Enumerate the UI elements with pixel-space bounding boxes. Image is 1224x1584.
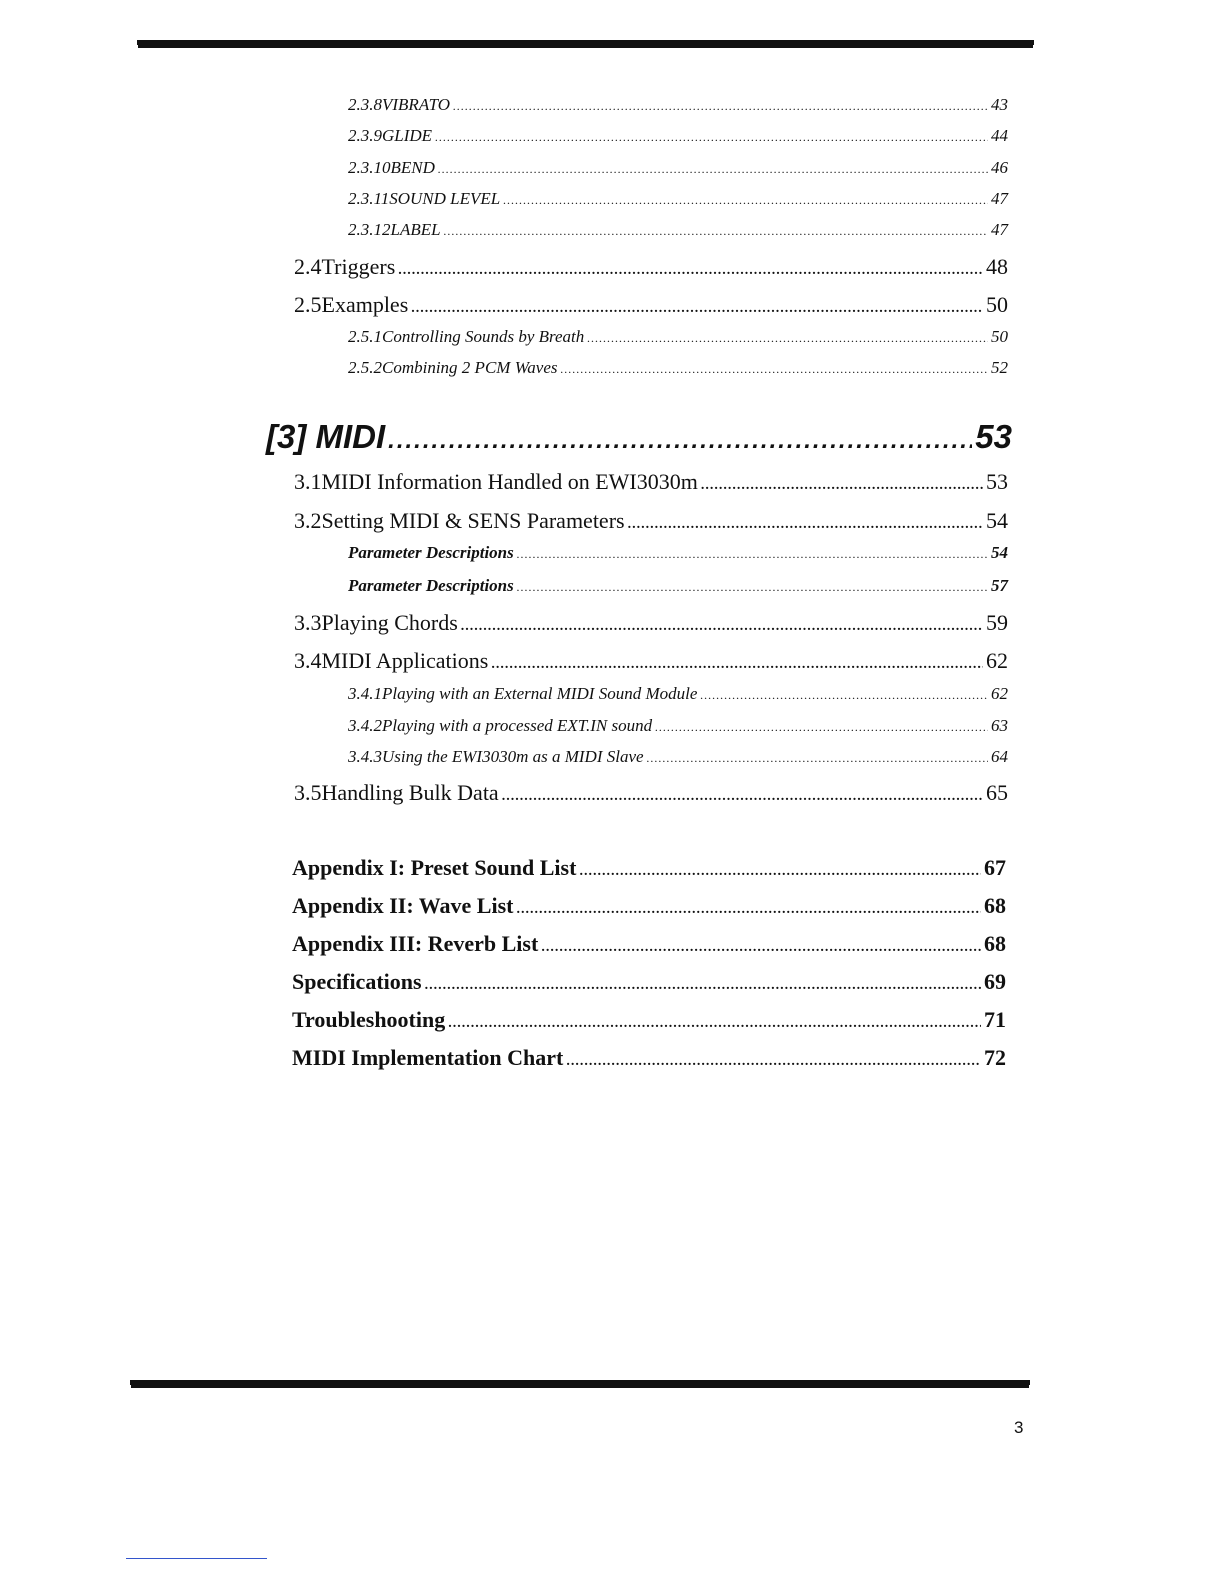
toc-entry-page: 54 <box>986 508 1008 533</box>
toc-entry-number: 3.3 <box>294 610 322 635</box>
toc-entry[interactable] <box>292 855 1006 881</box>
toc-entry-title: MIDI Information Handled on EWI3030m <box>321 469 698 494</box>
dot-leader <box>411 301 983 317</box>
toc-entry-page: 53 <box>986 469 1008 494</box>
toc-entry-title: GLIDE <box>382 126 433 145</box>
toc-entry-title: Playing with a processed EXT.IN sound <box>382 716 653 735</box>
toc-entry-number: 2.3.8 <box>348 95 382 114</box>
toc-entry[interactable] <box>348 747 1008 767</box>
toc-entry-page: 48 <box>986 254 1008 279</box>
toc-entry-title: Appendix I: Preset Sound List <box>292 855 577 880</box>
toc-entry[interactable] <box>294 469 1008 495</box>
toc-entry-title: Triggers <box>321 254 396 279</box>
toc-entry[interactable] <box>348 158 1008 178</box>
toc-entry[interactable] <box>348 684 1008 704</box>
toc-entry[interactable] <box>292 1007 1006 1033</box>
toc-entry[interactable] <box>348 576 1008 596</box>
toc-entry-page: 62 <box>986 648 1008 673</box>
bottom-rule <box>130 1380 1030 1385</box>
toc-entry-page: 50 <box>986 292 1008 317</box>
toc-entry-number: 2.3.12 <box>348 220 391 239</box>
toc-entry-page: 63 <box>991 716 1008 735</box>
toc-entry-number: 2.3.11 <box>348 189 390 208</box>
toc-entry[interactable] <box>292 893 1006 919</box>
toc-entry-page: 69 <box>984 969 1006 994</box>
toc-entry-title: Setting MIDI & SENS Parameters <box>321 508 625 533</box>
toc-entry[interactable] <box>348 358 1008 378</box>
toc-entry[interactable] <box>292 931 1006 957</box>
toc-entry-number: 2.3.9 <box>348 126 382 145</box>
dot-leader <box>541 940 981 956</box>
dot-leader <box>561 362 988 377</box>
toc-entry-number: 2.5 <box>294 292 322 317</box>
toc-entry-page: 47 <box>991 220 1008 239</box>
toc-entry-page: 68 <box>984 931 1006 956</box>
toc-entry-title: Troubleshooting <box>292 1007 446 1032</box>
toc-entry-number: 3.4 <box>294 648 322 673</box>
dot-leader <box>435 130 988 145</box>
dot-leader <box>517 580 988 595</box>
dot-leader <box>398 263 983 279</box>
toc-entry-title: Parameter Descriptions <box>348 576 514 595</box>
toc-entry[interactable] <box>348 189 1008 209</box>
toc-entry-page: 50 <box>991 327 1008 346</box>
dot-leader <box>587 331 988 346</box>
toc-entry-title: LABEL <box>390 220 441 239</box>
toc-entry-page: 46 <box>991 158 1008 177</box>
toc-entry[interactable] <box>294 254 1008 280</box>
toc-entry[interactable] <box>294 780 1008 806</box>
toc-entry-number: 3.5 <box>294 780 322 805</box>
toc-entry-page: 44 <box>991 126 1008 145</box>
toc-entry-number: 2.4 <box>294 254 322 279</box>
dot-leader <box>628 517 983 533</box>
toc-entry-title: Playing Chords <box>321 610 458 635</box>
toc-entry-page: 64 <box>991 747 1008 766</box>
toc-entry-title: Specifications <box>292 969 422 994</box>
dot-leader <box>655 720 988 735</box>
toc-entry-page: 68 <box>984 893 1006 918</box>
toc-entry-page: 62 <box>991 684 1008 703</box>
toc-entry-title: MIDI Applications <box>321 648 489 673</box>
dot-leader <box>388 427 972 455</box>
toc-entry[interactable] <box>294 610 1008 636</box>
dot-leader <box>491 657 983 673</box>
toc-entry-title: Controlling Sounds by Breath <box>382 327 585 346</box>
dot-leader <box>502 789 983 805</box>
toc-entry-page: 72 <box>984 1045 1006 1070</box>
toc-entry[interactable] <box>294 648 1008 674</box>
toc-entry-title: [3] MIDI <box>266 418 386 455</box>
toc-entry-title: Using the EWI3030m as a MIDI Slave <box>382 747 644 766</box>
toc-entry-page: 71 <box>984 1007 1006 1032</box>
link-underline <box>126 1558 267 1559</box>
toc-entry[interactable] <box>348 327 1008 347</box>
toc-entry[interactable] <box>294 292 1008 318</box>
toc-entry-title: Playing with an External MIDI Sound Module <box>382 684 698 703</box>
toc-entry[interactable] <box>348 220 1008 240</box>
toc-entry-title: Examples <box>321 292 409 317</box>
toc-entry-title: BEND <box>390 158 435 177</box>
toc-entry-page: 67 <box>984 855 1006 880</box>
toc-entry[interactable] <box>348 543 1008 563</box>
toc-entry[interactable] <box>266 418 1012 456</box>
toc-entry[interactable] <box>294 508 1008 534</box>
toc-entry[interactable] <box>348 126 1008 146</box>
dot-leader <box>516 902 981 918</box>
toc-entry-number: 3.4.2 <box>348 716 382 735</box>
toc-entry[interactable] <box>348 95 1008 115</box>
toc-entry-title: SOUND LEVEL <box>389 189 501 208</box>
dot-leader <box>647 751 988 766</box>
dot-leader <box>503 193 988 208</box>
toc-entry-number: 2.3.10 <box>348 158 391 177</box>
toc-entry[interactable] <box>348 716 1008 736</box>
toc-entry-page: 43 <box>991 95 1008 114</box>
toc-entry-page: 57 <box>991 576 1008 595</box>
dot-leader <box>566 1054 981 1070</box>
toc-entry-page: 59 <box>986 610 1008 635</box>
toc-entry-title: Combining 2 PCM Waves <box>382 358 558 377</box>
toc-entry-title: Parameter Descriptions <box>348 543 514 562</box>
dot-leader <box>444 224 988 239</box>
toc-entry-page: 54 <box>991 543 1008 562</box>
dot-leader <box>425 978 981 994</box>
toc-entry-number: 3.4.3 <box>348 747 382 766</box>
toc-entry[interactable] <box>292 1045 1006 1071</box>
dot-leader <box>461 619 983 635</box>
dot-leader <box>701 478 983 494</box>
dot-leader <box>438 162 988 177</box>
dot-leader <box>700 688 988 703</box>
toc-entry-page: 47 <box>991 189 1008 208</box>
dot-leader <box>579 864 981 880</box>
toc-entry-title: MIDI Implementation Chart <box>292 1045 564 1070</box>
toc-entry-number: 2.5.2 <box>348 358 382 377</box>
toc-entry-number: 3.2 <box>294 508 322 533</box>
dot-leader <box>448 1016 981 1032</box>
toc-entry-page: 65 <box>986 780 1008 805</box>
toc-entry-number: 3.4.1 <box>348 684 382 703</box>
dot-leader <box>517 547 988 562</box>
toc-entry[interactable] <box>292 969 1006 995</box>
dot-leader <box>453 99 988 114</box>
toc-entry-number: 3.1 <box>294 469 322 494</box>
toc-entry-number: 2.5.1 <box>348 327 382 346</box>
toc-entry-title: Handling Bulk Data <box>321 780 499 805</box>
toc-entry-title: Appendix III: Reverb List <box>292 931 539 956</box>
toc-entry-page: 52 <box>991 358 1008 377</box>
page-number: 3 <box>1014 1418 1024 1437</box>
toc-entry-title: Appendix II: Wave List <box>292 893 514 918</box>
toc-entry-title: VIBRATO <box>382 95 450 114</box>
toc-entry-page: 53 <box>975 418 1012 455</box>
